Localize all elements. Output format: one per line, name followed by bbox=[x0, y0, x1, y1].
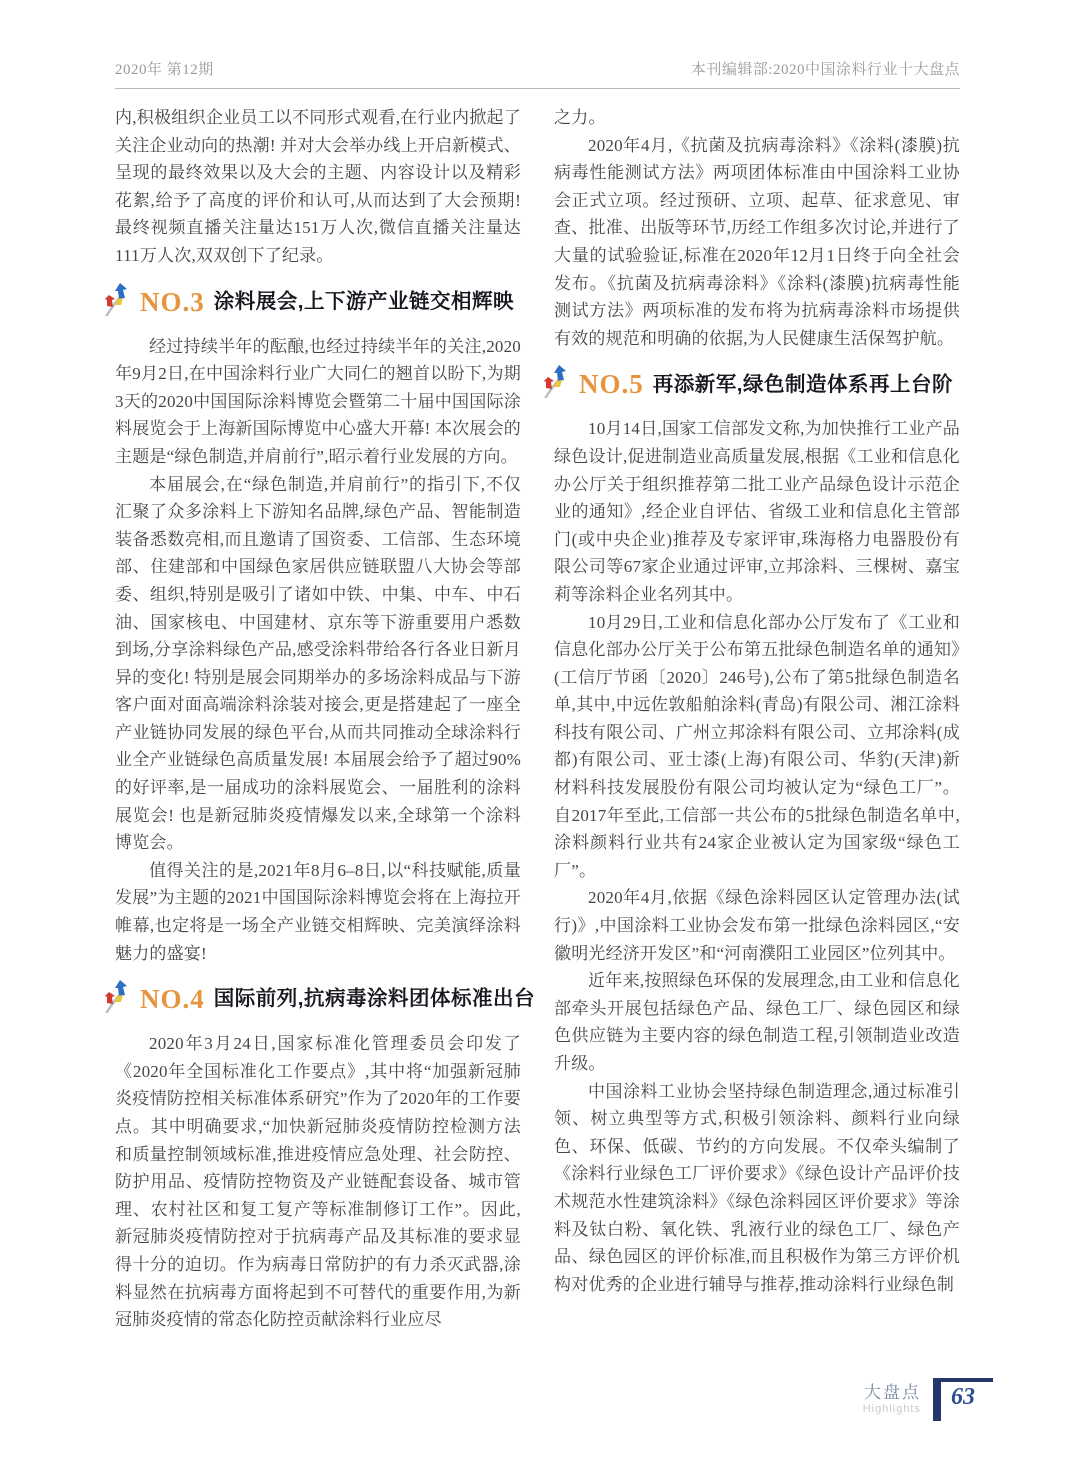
page-number-bracket bbox=[933, 1378, 993, 1421]
paragraph: 2020年3月24日,国家标准化管理委员会印发了《2020年全国标准化工作要点》,其中将“加强新冠肺炎疫情防控相关标准体系研究”作为了2020年的工作要点。其中明确要求,“加快新冠肺炎疫情防控检测方法和质量控制领域标准,推进疫情应急处理、社会防控、防护用品、疫情防控物资及产业链配套设备、城市管理、农村社区和复工复产等标准制修订工作”。因此,新冠肺炎疫情防控对于抗病毒产品及其标准的要求显得十分的迫切。作为病毒日常防护的有力杀灭武器,涂料显然在抗病毒方面将起到不可替代的重要作用,为新冠肺炎疫情的常态化防控贡献涂料行业应尽 bbox=[115, 1034, 521, 1330]
paragraph: 经过持续半年的酝酿,也经过持续半年的关注,2020年9月2日,在中国涂料行业广大同仁的翘首以盼下,为期3天的2020中国国际涂料博览会暨第二十届中国国际涂料展览会于上海新国际博览中心盛大开幕! 本次展会的主题是“绿色制造,并肩前行”,昭示着行业发展的方向。 bbox=[115, 336, 521, 466]
footer-section-cn: 大盘点 bbox=[864, 1383, 921, 1402]
paragraph: 中国涂料工业协会坚持绿色制造理念,通过标准引领、树立典型等方式,积极引领涂料、颜料行业向绿色、环保、低碳、节约的方向发展。不仅牵头编制了《涂料行业绿色工厂评价要求》《绿色设计产品评价技术规范水性建筑涂料》《绿色涂料园区评价要求》等涂料及钛白粉、氧化铁、乳液行业的绿色工厂、绿色产品、绿色园区的评价标准,而且积极作为第三方评价机构对优秀的企业进行辅导与推荐,推动涂料行业绿色制 bbox=[554, 1081, 960, 1294]
paragraph: 10月29日,工业和信息化部办公厅发布了《工业和信息化部办公厅关于公布第五批绿色制造名单的通知》(工信厅节函〔2020〕246号),公布了第5批绿色制造名单,其中,中远佐敦船舶涂料(青岛)有限公司、湘江涂料科技有限公司、广州立邦涂料有限公司、立邦涂料(成都)有限公司、亚士漆(上海)有限公司、华豹(天津)新材料科技发展股份有限公司均被认定为“绿色工厂”。自2017年至此,工信部一共公布的5批绿色制造名单中,涂料颜料行业共有24家企业被认定为国家级“绿色工厂”。 bbox=[554, 612, 960, 880]
page-number: 63 bbox=[951, 1384, 975, 1410]
section-title: 涂料展会,上下游产业链交相辉映 bbox=[213, 289, 514, 313]
paragraph: 近年来,按照绿色环保的发展理念,由工业和信息化部牵头开展包括绿色产品、绿色工厂、绿色园区和绿色供应链为主要内容的绿色制造工程,引领制造业改造升级。 bbox=[554, 971, 960, 1073]
running-header bbox=[115, 58, 960, 89]
paragraph: 10月14日,国家工信部发文称,为加快推行工业产品绿色设计,促进制造业高质量发展,根据《工业和信息化办公厅关于组织推荐第二批工业产品绿色设计示范企业的通知》,经企业自评估、省级工业和信息化主管部门(或中央企业)推荐及专家评审,珠海格力电器股份有限公司等67家企业通过评审,立邦涂料、三棵树、嘉宝莉等涂料企业名列其中。 bbox=[554, 419, 960, 604]
paragraph: 2020年4月,《抗菌及抗病毒涂料》《涂料(漆膜)抗病毒性能测试方法》两项团体标准由中国涂料工业协会正式立项。经过预研、立项、起草、征求意见、审查、批准、出版等环节,历经工作组多次讨论,并进行了大量的试验验证,标准在2020年12月1日终于向全社会发布。《抗菌及抗病毒涂料》《涂料(漆膜)抗病毒性能测试方法》两项标准的发布将为抗病毒涂料市场提供有效的规范和明确的依据,为人民健康生活保驾护航。 bbox=[554, 135, 960, 348]
paragraph: 本届展会,在“绿色制造,并肩前行”的指引下,不仅汇聚了众多涂料上下游知名品牌,绿色产品、智能制造装备悉数亮相,而且邀请了国资委、工信部、生态环境部、住建部和中国绿色家居供应链联盟八大协会等部委、组织,特别是吸引了诸如中铁、中集、中车、中石油、国家核电、中国建材、京东等下游重要用户悉数到场,分享涂料绿色产品,感受涂料带给各行各业日新月异的变化! 特别是展会同期举办的多场涂料成品与下游客户面对面高端涂料涂装对接会,更是搭建起了一座全产业链协同发展的绿色平台,从而共同推动全球涂料行业全产业链绿色高质量发展! 本届展会给予了超过90%的好评率,是一届成功的涂料展览会、一届胜利的涂料展览会! 也是新冠肺炎疫情爆发以来,全球第一个涂料博览会。 bbox=[115, 474, 521, 853]
issue-label: 2020年 第12期 bbox=[115, 62, 214, 78]
paragraph: 之力。 bbox=[554, 108, 606, 127]
section-heading bbox=[103, 980, 535, 1019]
section-number: NO.3 bbox=[140, 286, 205, 317]
page-footer bbox=[863, 1378, 993, 1421]
growth-arrows-icon bbox=[103, 980, 131, 1019]
left-column bbox=[115, 104, 535, 1334]
paragraph: 2020年4月,依据《绿色涂料园区认定管理办法(试行)》,中国涂料工业协会发布第一批绿色涂料园区,“安徽明光经济开发区”和“河南濮阳工业园区”位列其中。 bbox=[554, 888, 960, 963]
section-heading bbox=[103, 283, 521, 322]
footer-section-labels bbox=[863, 1384, 921, 1415]
right-column bbox=[554, 104, 960, 1334]
section-number: NO.4 bbox=[140, 984, 205, 1015]
paragraph: 内,积极组织企业员工以不同形式观看,在行业内掀起了关注企业动向的热潮! 并对大会举办线上开启新模式、呈现的最终效果以及大会的主题、内容设计以及精彩花絮,给予了高度的评价和认可,从而达到了大会预期! 最终视频直播关注量达151万人次,微信直播关注量达111万人次,双双创下了纪录。 bbox=[115, 108, 521, 265]
paragraph: 值得关注的是,2021年8月6–8日,以“科技赋能,质量发展”为主题的2021中国国际涂料博览会将在上海拉开帷幕,也定将是一场全产业链交相辉映、完美演绎涂料魅力的盛宴! bbox=[115, 860, 521, 963]
text-columns bbox=[115, 104, 960, 1334]
article-title-label: 本刊编辑部:2020中国涂料行业十大盘点 bbox=[690, 62, 960, 78]
section-heading bbox=[542, 365, 960, 404]
footer-section-en: Highlights bbox=[862, 1403, 921, 1415]
section-title: 国际前列,抗病毒涂料团体标准出台 bbox=[213, 987, 535, 1011]
section-number: NO.5 bbox=[579, 369, 644, 400]
growth-arrows-icon bbox=[103, 283, 131, 322]
section-title: 再添新军,绿色制造体系再上台阶 bbox=[652, 372, 953, 396]
growth-arrows-icon bbox=[542, 365, 570, 404]
